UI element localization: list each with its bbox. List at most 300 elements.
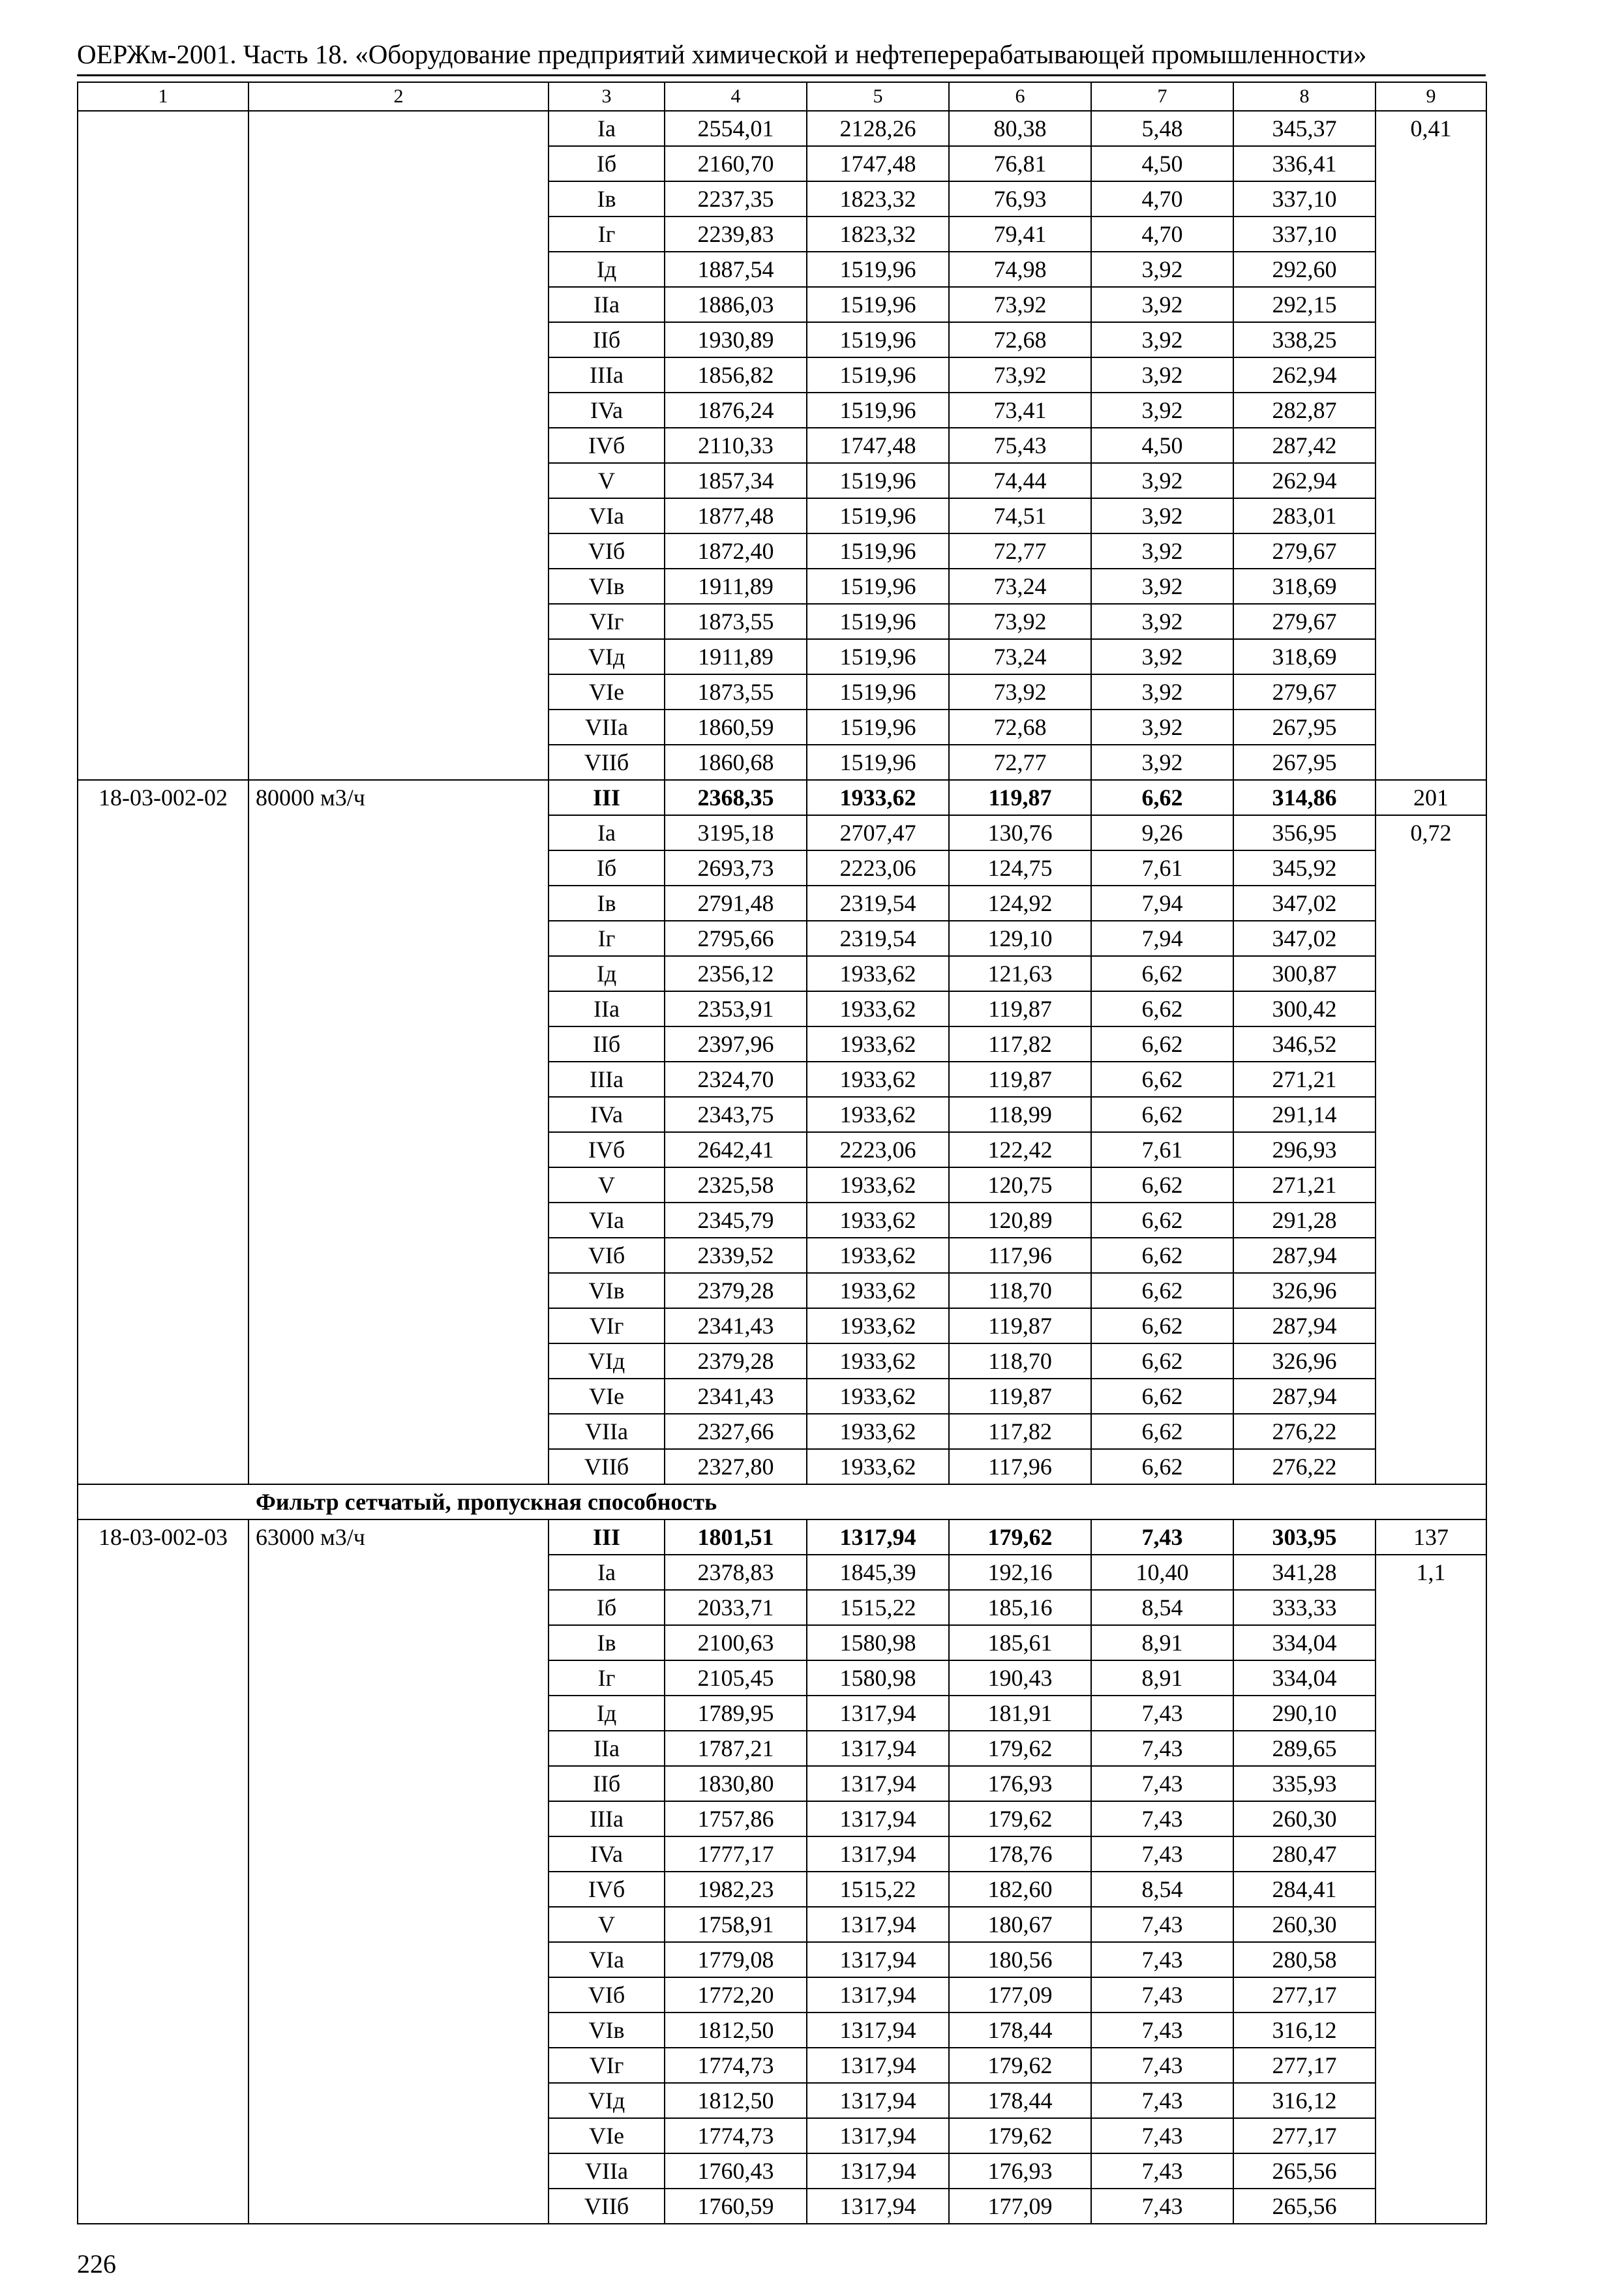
value-cell: 6,62 (1091, 1062, 1233, 1097)
value-cell: 7,43 (1091, 1766, 1233, 1801)
zone-cell: VIд (549, 2083, 665, 2118)
value-cell: 4,50 (1091, 146, 1233, 181)
zone-cell: VIa (549, 498, 665, 533)
value-cell: 179,62 (949, 2118, 1091, 2153)
code-cell: 18-03-002-03 (78, 1519, 248, 2224)
value-cell: 335,93 (1233, 1766, 1376, 1801)
value-cell: 9,26 (1091, 815, 1233, 850)
value-cell: 1856,82 (665, 357, 807, 393)
value-cell: 117,82 (949, 1026, 1091, 1062)
value-cell: 2554,01 (665, 111, 807, 146)
value-cell: 2324,70 (665, 1062, 807, 1097)
value-cell: 1982,23 (665, 1872, 807, 1907)
value-cell: 1519,96 (807, 287, 949, 322)
value-cell: 76,81 (949, 146, 1091, 181)
zone-cell: IIб (549, 322, 665, 357)
zone-cell: VIe (549, 674, 665, 710)
value-cell: 2642,41 (665, 1132, 807, 1167)
value-cell: 72,68 (949, 710, 1091, 745)
value-cell: 122,42 (949, 1132, 1091, 1167)
value-cell: 2379,28 (665, 1343, 807, 1379)
value-cell: 346,52 (1233, 1026, 1376, 1062)
value-cell: 2368,35 (665, 780, 807, 815)
value-cell: 8,91 (1091, 1660, 1233, 1696)
value-cell: 185,16 (949, 1590, 1091, 1625)
value-cell: 1877,48 (665, 498, 807, 533)
zone-cell: V (549, 1167, 665, 1203)
value-cell: 277,17 (1233, 2048, 1376, 2083)
value-cell: 3,92 (1091, 287, 1233, 322)
value-cell: 182,60 (949, 1872, 1091, 1907)
value-cell: 1317,94 (807, 1977, 949, 2012)
value-cell: 1317,94 (807, 2153, 949, 2189)
column-header: 5 (807, 82, 949, 111)
value-cell: 287,94 (1233, 1238, 1376, 1273)
zone-cell: VIг (549, 1308, 665, 1343)
value-cell: 283,01 (1233, 498, 1376, 533)
zone-cell: VIIб (549, 745, 665, 780)
value-cell: 130,76 (949, 815, 1091, 850)
zone-cell: Iб (549, 850, 665, 886)
value-cell: 260,30 (1233, 1801, 1376, 1836)
value-cell: 338,25 (1233, 322, 1376, 357)
value-cell: 121,63 (949, 956, 1091, 991)
zone-cell: IVa (549, 1836, 665, 1872)
value-cell: 1519,96 (807, 393, 949, 428)
value-cell: 1823,32 (807, 181, 949, 217)
value-cell: 291,28 (1233, 1203, 1376, 1238)
value-cell: 1317,94 (807, 2012, 949, 2048)
column-header: 6 (949, 82, 1091, 111)
value-cell: 356,95 (1233, 815, 1376, 850)
value-cell: 1789,95 (665, 1696, 807, 1731)
value-cell: 1519,96 (807, 674, 949, 710)
value-cell: 192,16 (949, 1555, 1091, 1590)
value-cell: 3,92 (1091, 393, 1233, 428)
value-cell: 180,56 (949, 1942, 1091, 1977)
value-cell: 7,61 (1091, 1132, 1233, 1167)
value-cell: 2379,28 (665, 1273, 807, 1308)
zone-cell: IIIa (549, 1801, 665, 1836)
value-cell: 72,77 (949, 533, 1091, 569)
value-cell: 1933,62 (807, 1273, 949, 1308)
zone-cell: VIIa (549, 710, 665, 745)
value-cell: 1317,94 (807, 1731, 949, 1766)
value-cell: 1515,22 (807, 1872, 949, 1907)
value-cell: 1857,34 (665, 463, 807, 498)
value-cell: 1886,03 (665, 287, 807, 322)
value-cell: 6,62 (1091, 1308, 1233, 1343)
value-cell: 347,02 (1233, 921, 1376, 956)
value-cell: 1317,94 (807, 1801, 949, 1836)
value-cell: 1317,94 (807, 2048, 949, 2083)
zone-cell: Iг (549, 1660, 665, 1696)
value-cell: 2341,43 (665, 1308, 807, 1343)
code-cell (78, 111, 248, 780)
value-cell: 276,22 (1233, 1449, 1376, 1484)
value-cell: 1774,73 (665, 2118, 807, 2153)
value-cell: 5,48 (1091, 111, 1233, 146)
zone-cell: IVб (549, 1872, 665, 1907)
value-cell: 177,09 (949, 1977, 1091, 2012)
value-cell: 2343,75 (665, 1097, 807, 1132)
value-cell: 2100,63 (665, 1625, 807, 1660)
zone-cell: IIa (549, 991, 665, 1026)
value-cell: 6,62 (1091, 1273, 1233, 1308)
value-cell: 271,21 (1233, 1167, 1376, 1203)
value-cell: 1933,62 (807, 780, 949, 815)
value-cell: 1317,94 (807, 1907, 949, 1942)
value-cell: 1933,62 (807, 956, 949, 991)
page-header-title: ОЕРЖм-2001. Часть 18. «Оборудование предприятий химической и нефтеперерабатывающей промышленности» (77, 39, 1367, 69)
value-cell: 280,58 (1233, 1942, 1376, 1977)
zone-cell: III (549, 1519, 665, 1555)
zone-cell: IVб (549, 428, 665, 463)
value-cell: 345,92 (1233, 850, 1376, 886)
value-cell: 287,94 (1233, 1308, 1376, 1343)
value-cell: 74,98 (949, 252, 1091, 287)
value-cell: 303,95 (1233, 1519, 1376, 1555)
value-cell: 177,09 (949, 2189, 1091, 2224)
zone-cell: VIб (549, 533, 665, 569)
value-cell: 1933,62 (807, 1097, 949, 1132)
value-cell: 2795,66 (665, 921, 807, 956)
value-cell: 2325,58 (665, 1167, 807, 1203)
zone-cell: III (549, 780, 665, 815)
value-cell: 1930,89 (665, 322, 807, 357)
value-cell: 176,93 (949, 2153, 1091, 2189)
value-cell: 124,75 (949, 850, 1091, 886)
zone-cell: VIв (549, 2012, 665, 2048)
value-cell: 1772,20 (665, 1977, 807, 2012)
zone-cell: Iг (549, 921, 665, 956)
zone-cell: IIa (549, 1731, 665, 1766)
zone-cell: Ia (549, 815, 665, 850)
value-cell: 267,95 (1233, 745, 1376, 780)
value-cell: 1774,73 (665, 2048, 807, 2083)
value-cell: 76,93 (949, 181, 1091, 217)
zone-cell: VIa (549, 1203, 665, 1238)
value-cell: 7,43 (1091, 1942, 1233, 1977)
zone-cell: V (549, 1907, 665, 1942)
value-cell: 75,43 (949, 428, 1091, 463)
value-cell: 7,43 (1091, 2012, 1233, 2048)
value-cell: 1519,96 (807, 498, 949, 533)
value-cell: 4,50 (1091, 428, 1233, 463)
value-cell: 2128,26 (807, 111, 949, 146)
value-cell: 279,67 (1233, 674, 1376, 710)
value-cell: 1787,21 (665, 1731, 807, 1766)
section-title: Фильтр сетчатый, пропускная способность (78, 1484, 1486, 1519)
value-cell: 1933,62 (807, 1203, 949, 1238)
value-cell: 7,43 (1091, 1977, 1233, 2012)
value-cell: 1317,94 (807, 1942, 949, 1977)
value-cell: 3,92 (1091, 463, 1233, 498)
value-cell: 1317,94 (807, 1836, 949, 1872)
value-cell: 179,62 (949, 1801, 1091, 1836)
value-cell: 73,24 (949, 639, 1091, 674)
zone-cell: VIб (549, 1977, 665, 2012)
value-cell: 2345,79 (665, 1203, 807, 1238)
value-cell: 3195,18 (665, 815, 807, 850)
value-cell: 1519,96 (807, 639, 949, 674)
value-cell: 279,67 (1233, 533, 1376, 569)
value-cell: 181,91 (949, 1696, 1091, 1731)
value-cell: 1317,94 (807, 2118, 949, 2153)
value-cell: 179,62 (949, 1731, 1091, 1766)
value-cell: 7,43 (1091, 2048, 1233, 2083)
value-cell: 8,91 (1091, 1625, 1233, 1660)
value-cell: 2319,54 (807, 886, 949, 921)
value-cell: 3,92 (1091, 710, 1233, 745)
value-cell: 2033,71 (665, 1590, 807, 1625)
value-cell: 1747,48 (807, 146, 949, 181)
zone-cell: VIe (549, 2118, 665, 2153)
value-cell: 79,41 (949, 217, 1091, 252)
column-header: 1 (78, 82, 248, 111)
column-header: 8 (1233, 82, 1376, 111)
value-cell: 1823,32 (807, 217, 949, 252)
value-cell: 1317,94 (807, 2189, 949, 2224)
value-cell: 1519,96 (807, 322, 949, 357)
value-cell: 1519,96 (807, 533, 949, 569)
value-cell: 316,12 (1233, 2012, 1376, 2048)
value-cell: 6,62 (1091, 1097, 1233, 1132)
value-cell: 1757,86 (665, 1801, 807, 1836)
zone-cell: VIд (549, 639, 665, 674)
value-cell: 1317,94 (807, 1696, 949, 1731)
value-cell: 7,43 (1091, 1836, 1233, 1872)
value-cell: 72,77 (949, 745, 1091, 780)
zone-cell: IIa (549, 287, 665, 322)
value-cell: 300,87 (1233, 956, 1376, 991)
value-cell: 1317,94 (807, 1519, 949, 1555)
value-cell: 1515,22 (807, 1590, 949, 1625)
value-cell: 291,14 (1233, 1097, 1376, 1132)
code-cell: 18-03-002-02 (78, 780, 248, 1484)
value-cell: 7,94 (1091, 886, 1233, 921)
value-cell: 2693,73 (665, 850, 807, 886)
value-cell: 341,28 (1233, 1555, 1376, 1590)
labor-cost-cell: 137 (1376, 1519, 1486, 1555)
zone-cell: Ia (549, 111, 665, 146)
column-header: 3 (549, 82, 665, 111)
zone-cell: Iд (549, 252, 665, 287)
value-cell: 1911,89 (665, 569, 807, 604)
value-cell: 287,94 (1233, 1379, 1376, 1414)
value-cell: 2160,70 (665, 146, 807, 181)
value-cell: 185,61 (949, 1625, 1091, 1660)
zone-cell: Iв (549, 1625, 665, 1660)
value-cell: 337,10 (1233, 217, 1376, 252)
value-cell: 2341,43 (665, 1379, 807, 1414)
value-cell: 8,54 (1091, 1872, 1233, 1907)
value-cell: 1860,68 (665, 745, 807, 780)
value-cell: 1873,55 (665, 674, 807, 710)
value-cell: 7,43 (1091, 1907, 1233, 1942)
value-cell: 6,62 (1091, 1203, 1233, 1238)
value-cell: 1845,39 (807, 1555, 949, 1590)
column-header: 4 (665, 82, 807, 111)
value-cell: 1933,62 (807, 1343, 949, 1379)
value-cell: 1760,59 (665, 2189, 807, 2224)
zone-cell: IVa (549, 393, 665, 428)
zone-cell: IIб (549, 1766, 665, 1801)
value-cell: 333,33 (1233, 1590, 1376, 1625)
value-cell: 280,47 (1233, 1836, 1376, 1872)
value-cell: 1933,62 (807, 1449, 949, 1484)
value-cell: 6,62 (1091, 780, 1233, 815)
value-cell: 179,62 (949, 1519, 1091, 1555)
value-cell: 1779,08 (665, 1942, 807, 1977)
value-cell: 7,43 (1091, 1801, 1233, 1836)
value-cell: 6,62 (1091, 1379, 1233, 1414)
table-row-main (78, 1519, 1486, 1555)
value-cell: 2353,91 (665, 991, 807, 1026)
value-cell: 2239,83 (665, 217, 807, 252)
zone-cell: VIг (549, 604, 665, 639)
value-cell: 3,92 (1091, 252, 1233, 287)
value-cell: 6,62 (1091, 1343, 1233, 1379)
value-cell: 290,10 (1233, 1696, 1376, 1731)
section-title-row (78, 1484, 1486, 1519)
value-cell: 3,92 (1091, 674, 1233, 710)
value-cell: 6,62 (1091, 1414, 1233, 1449)
value-cell: 326,96 (1233, 1343, 1376, 1379)
value-cell: 3,92 (1091, 745, 1233, 780)
value-cell: 119,87 (949, 1062, 1091, 1097)
value-cell: 1873,55 (665, 604, 807, 639)
value-cell: 292,15 (1233, 287, 1376, 322)
value-cell: 265,56 (1233, 2153, 1376, 2189)
zone-cell: VIIa (549, 1414, 665, 1449)
value-cell: 2791,48 (665, 886, 807, 921)
value-cell: 74,51 (949, 498, 1091, 533)
value-cell: 178,76 (949, 1836, 1091, 1872)
value-cell: 1519,96 (807, 569, 949, 604)
value-cell: 124,92 (949, 886, 1091, 921)
value-cell: 4,70 (1091, 181, 1233, 217)
value-cell: 1911,89 (665, 639, 807, 674)
value-cell: 287,42 (1233, 428, 1376, 463)
zone-cell: Iв (549, 181, 665, 217)
price-table (77, 82, 1487, 2224)
value-cell: 2397,96 (665, 1026, 807, 1062)
zone-cell: IVa (549, 1097, 665, 1132)
value-cell: 7,43 (1091, 2153, 1233, 2189)
value-cell: 1887,54 (665, 252, 807, 287)
value-cell: 260,30 (1233, 1907, 1376, 1942)
value-cell: 118,99 (949, 1097, 1091, 1132)
value-cell: 7,43 (1091, 2118, 1233, 2153)
column-header: 2 (248, 82, 549, 111)
value-cell: 271,21 (1233, 1062, 1376, 1097)
value-cell: 2378,83 (665, 1555, 807, 1590)
value-cell: 262,94 (1233, 463, 1376, 498)
value-cell: 73,92 (949, 357, 1091, 393)
value-cell: 1933,62 (807, 1062, 949, 1097)
value-cell: 7,94 (1091, 921, 1233, 956)
zone-cell: VIб (549, 1238, 665, 1273)
value-cell: 74,44 (949, 463, 1091, 498)
value-cell: 1933,62 (807, 1414, 949, 1449)
value-cell: 326,96 (1233, 1273, 1376, 1308)
zone-cell: VIIa (549, 2153, 665, 2189)
value-cell: 1580,98 (807, 1660, 949, 1696)
value-cell: 3,92 (1091, 498, 1233, 533)
table-row (78, 111, 1486, 146)
page-number: 226 (77, 2249, 116, 2279)
value-cell: 176,93 (949, 1766, 1091, 1801)
value-cell: 1777,17 (665, 1836, 807, 1872)
value-cell: 334,04 (1233, 1660, 1376, 1696)
value-cell: 180,67 (949, 1907, 1091, 1942)
zone-cell: Iд (549, 1696, 665, 1731)
value-cell: 2327,80 (665, 1449, 807, 1484)
value-cell: 296,93 (1233, 1132, 1376, 1167)
value-cell: 73,41 (949, 393, 1091, 428)
value-cell: 1933,62 (807, 991, 949, 1026)
zone-cell: Iв (549, 886, 665, 921)
value-cell: 2223,06 (807, 850, 949, 886)
zone-cell: IIIa (549, 357, 665, 393)
value-cell: 3,92 (1091, 639, 1233, 674)
value-cell: 292,60 (1233, 252, 1376, 287)
value-cell: 318,69 (1233, 639, 1376, 674)
zone-cell: Iг (549, 217, 665, 252)
value-cell: 117,82 (949, 1414, 1091, 1449)
value-cell: 1801,51 (665, 1519, 807, 1555)
capacity-cell (248, 111, 549, 780)
value-cell: 2223,06 (807, 1132, 949, 1167)
labor-cost-cell: 201 (1376, 780, 1486, 815)
value-cell: 2356,12 (665, 956, 807, 991)
value-cell: 6,62 (1091, 1449, 1233, 1484)
zone-cell: VIIб (549, 2189, 665, 2224)
value-cell: 3,92 (1091, 357, 1233, 393)
header-rule (77, 74, 1486, 76)
value-cell: 3,92 (1091, 322, 1233, 357)
value-cell: 3,92 (1091, 533, 1233, 569)
value-cell: 10,40 (1091, 1555, 1233, 1590)
value-cell: 267,95 (1233, 710, 1376, 745)
value-cell: 1317,94 (807, 1766, 949, 1801)
value-cell: 2707,47 (807, 815, 949, 850)
value-cell: 6,62 (1091, 991, 1233, 1026)
value-cell: 337,10 (1233, 181, 1376, 217)
value-cell: 289,65 (1233, 1731, 1376, 1766)
value-cell: 284,41 (1233, 1872, 1376, 1907)
value-cell: 1933,62 (807, 1379, 949, 1414)
value-cell: 1812,50 (665, 2012, 807, 2048)
value-cell: 129,10 (949, 921, 1091, 956)
value-cell: 1580,98 (807, 1625, 949, 1660)
value-cell: 117,96 (949, 1449, 1091, 1484)
capacity-cell: 80000 м3/ч (248, 780, 549, 1484)
capacity-cell: 63000 м3/ч (248, 1519, 549, 2224)
zone-cell: Iб (549, 1590, 665, 1625)
column-header-row (78, 82, 1486, 111)
value-cell: 6,62 (1091, 1167, 1233, 1203)
value-cell: 4,70 (1091, 217, 1233, 252)
column-header: 7 (1091, 82, 1233, 111)
value-cell: 190,43 (949, 1660, 1091, 1696)
value-cell: 2237,35 (665, 181, 807, 217)
value-cell: 72,68 (949, 322, 1091, 357)
value-cell: 7,43 (1091, 1731, 1233, 1766)
value-cell: 1812,50 (665, 2083, 807, 2118)
value-cell: 7,43 (1091, 1519, 1233, 1555)
